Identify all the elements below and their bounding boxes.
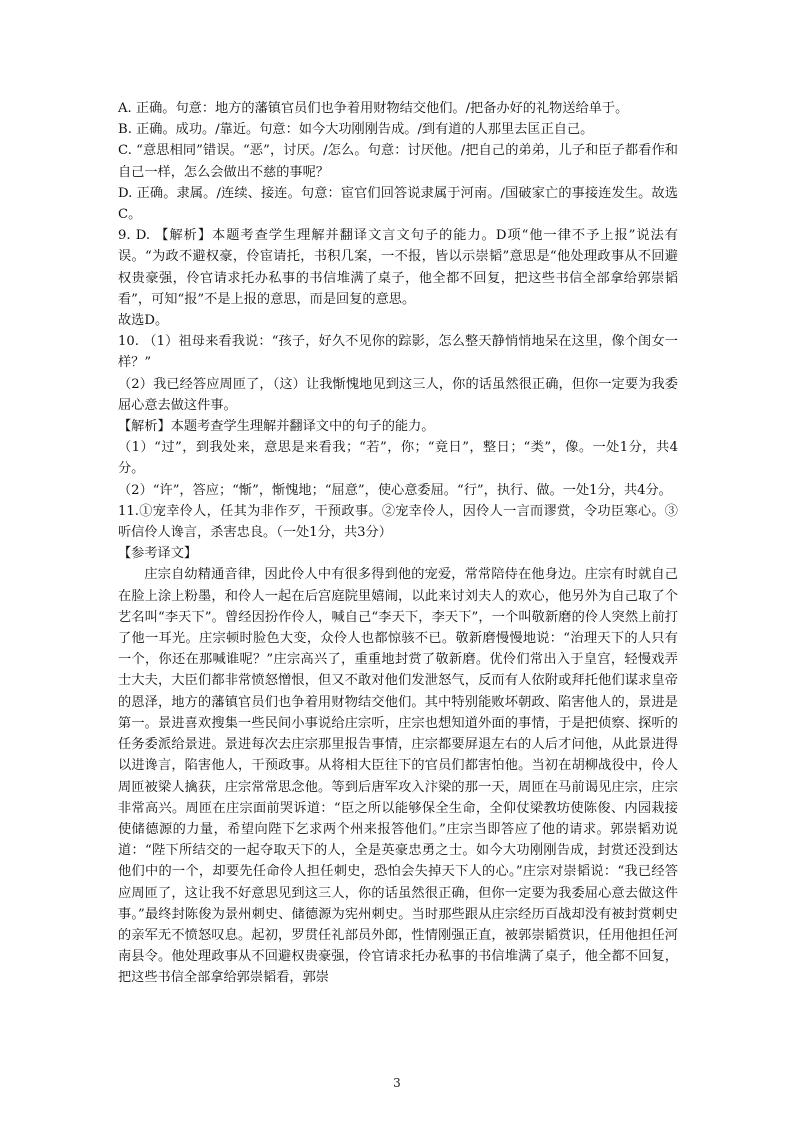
option-b-text: B. 正确。成功。/靠近。句意：如今大功刚刚告成。/到有道的人那里去匡正自己。: [118, 122, 594, 138]
reference-translation-text: 庄宗自幼精通音律，因此伶人中有很多得到他的宠爱，常常陪侍在他身边。庄宗有时就自己在脸上涂上粉墨，和伶人一起在后宫庭院里嬉闹，以此来讨刘夫人的欢心，他另外为自己取了个艺名叫“李天下”。曾经因扮作伶人，喊自己“李天下，李天下”，一个叫敬新磨的伶人突然上前打了他一耳光。庄宗顿时脸色大变，众伶人也都惊骇不已。敬新磨慢慢地说：“治理天下的人只有一个，你还在那喊谁呢？”庄宗高兴了，重重地封赏了敬新磨。优伶们常出入于皇宫，轻慢戏弄士大夫，大臣们都非常愤怒憎恨，但又不敢对他们发泄怒气，反而有人依附或拜托他们谋求皇帝的恩泽，地方的藩镇官员们也争着用财物结交他们。其中特别能败坏朝政、陷害他人的，景进是第一。景进喜欢搜集一些民间小事说给庄宗听，庄宗也想知道外面的事情，于是把侦察、探听的任务委派给景进。景进每次去庄宗那里报告事情，庄宗都要屏退左右的人后才问他，从此景进得以进谗言，陷害他人，干预政事。从将相大臣往下的官员们都害怕他。当初在胡柳战役中，伶人周匝被梁人擒获，庄宗常常思念他。等到后唐军攻入汴梁的那一天，周匝在马前谒见庄宗，庄宗非常高兴。周匝在庄宗面前哭诉道：“臣之所以能够保全生命，全仰仗梁教坊使陈俊、内园栽接使储德源的力量，希望向陛下乞求两个州来报答他们。”庄宗当即答应了他的请求。郭崇韬劝说道：“陛下所结交的一起夺取天下的人，全是英豪忠勇之士。如今大功刚刚告成，封赏还没到达他们中的一个，却要先任命伶人担任刺史，恐怕会失掉天下人的心。”庄宗对崇韬说：“我已经答应周匝了，这让我不好意思见到这三人，你的话虽然很正确，但你一定要为我委屈心意去做这件事。”最终封陈俊为景州刺史、储德源为宪州刺史。当时那些跟从庄宗经历百战却没有被封赏刺史的亲军无不愤怒叹息。起初，罗贯任礼部员外郎，性情刚强正直，被郭崇韬赏识，任用他担任河南县令。他处理政事从不回避权贵豪强，伶官请求托办私事的书信堆满了桌子，他全都不回复，把这些书信全部拿给郭崇韬看，郭崇: [118, 567, 678, 986]
answer-9-analysis: 9. D. 【解析】本题考查学生理解并翻译文言文句子的能力。D项“他一律不予上报”说法有误。“为政不避权豪，伶宦请托，书积几案，一不报，皆以示崇韬”意思是“他处理政事从不回避权贵豪强，伶官请求托办私事的书信堆满了桌子，他全都不回复，把这些书信全部拿给郭崇韬看”，可知“报”不是上报的意思，而是回复的意思。: [118, 228, 678, 307]
option-a-text: A. 正确。句意：地方的藩镇官员们也争着用财物结交他们。/把备办好的礼物送给单于。: [118, 101, 629, 116]
option-d-text: D. 正确。隶属。/连续、接连。句意：宦官们回答说隶属于河南。/国破家亡的事接连发生。故选C。: [118, 185, 678, 223]
answer-9-conclusion: 故选D。: [118, 313, 169, 329]
answer-10-analysis-1: （1）“过”，到我处来，意思是来看我；“若”，你；“竟日”，整日；“类”，像。一处1分，共4分。: [118, 440, 678, 477]
option-c-text: C. “意思相同”错误。“恶”，讨厌。/怎么。句意：讨厌他。/把自己的弟弟，儿子和臣子都看作和自己一样，怎么会做出不慈的事呢？: [118, 143, 678, 180]
answer-11: 11.①宠幸伶人，任其为非作歹，干预政事。②宠幸伶人，因伶人一言而谬赏，令功臣寒心。③听信伶人谗言，杀害忠良。（一处1分，共3分）: [118, 503, 678, 541]
answer-10-analysis-2: （2）“许”，答应；“惭”，惭愧地；“屈意”，使心意委屈。“行”，执行、做。一处1分，共4分。: [118, 482, 672, 498]
reference-translation-heading: 【参考译文】: [118, 546, 198, 562]
answer-10-analysis-heading: 【解析】本题考查学生理解并翻译文中的句子的能力。: [118, 419, 435, 435]
answer-10-part2: （2）我已经答应周匝了，（这）让我惭愧地见到这三人，你的话虽然很正确，但你一定要为我委屈心意去做这件事。: [118, 376, 678, 413]
page-number: 3: [393, 1076, 401, 1090]
answer-10-part1: 10. （1）祖母来看我说：“孩子，好久不见你的踪影，怎么整天静悄悄地呆在这里，像个闺女一样？”: [118, 334, 678, 371]
document-body: [118, 98, 678, 989]
